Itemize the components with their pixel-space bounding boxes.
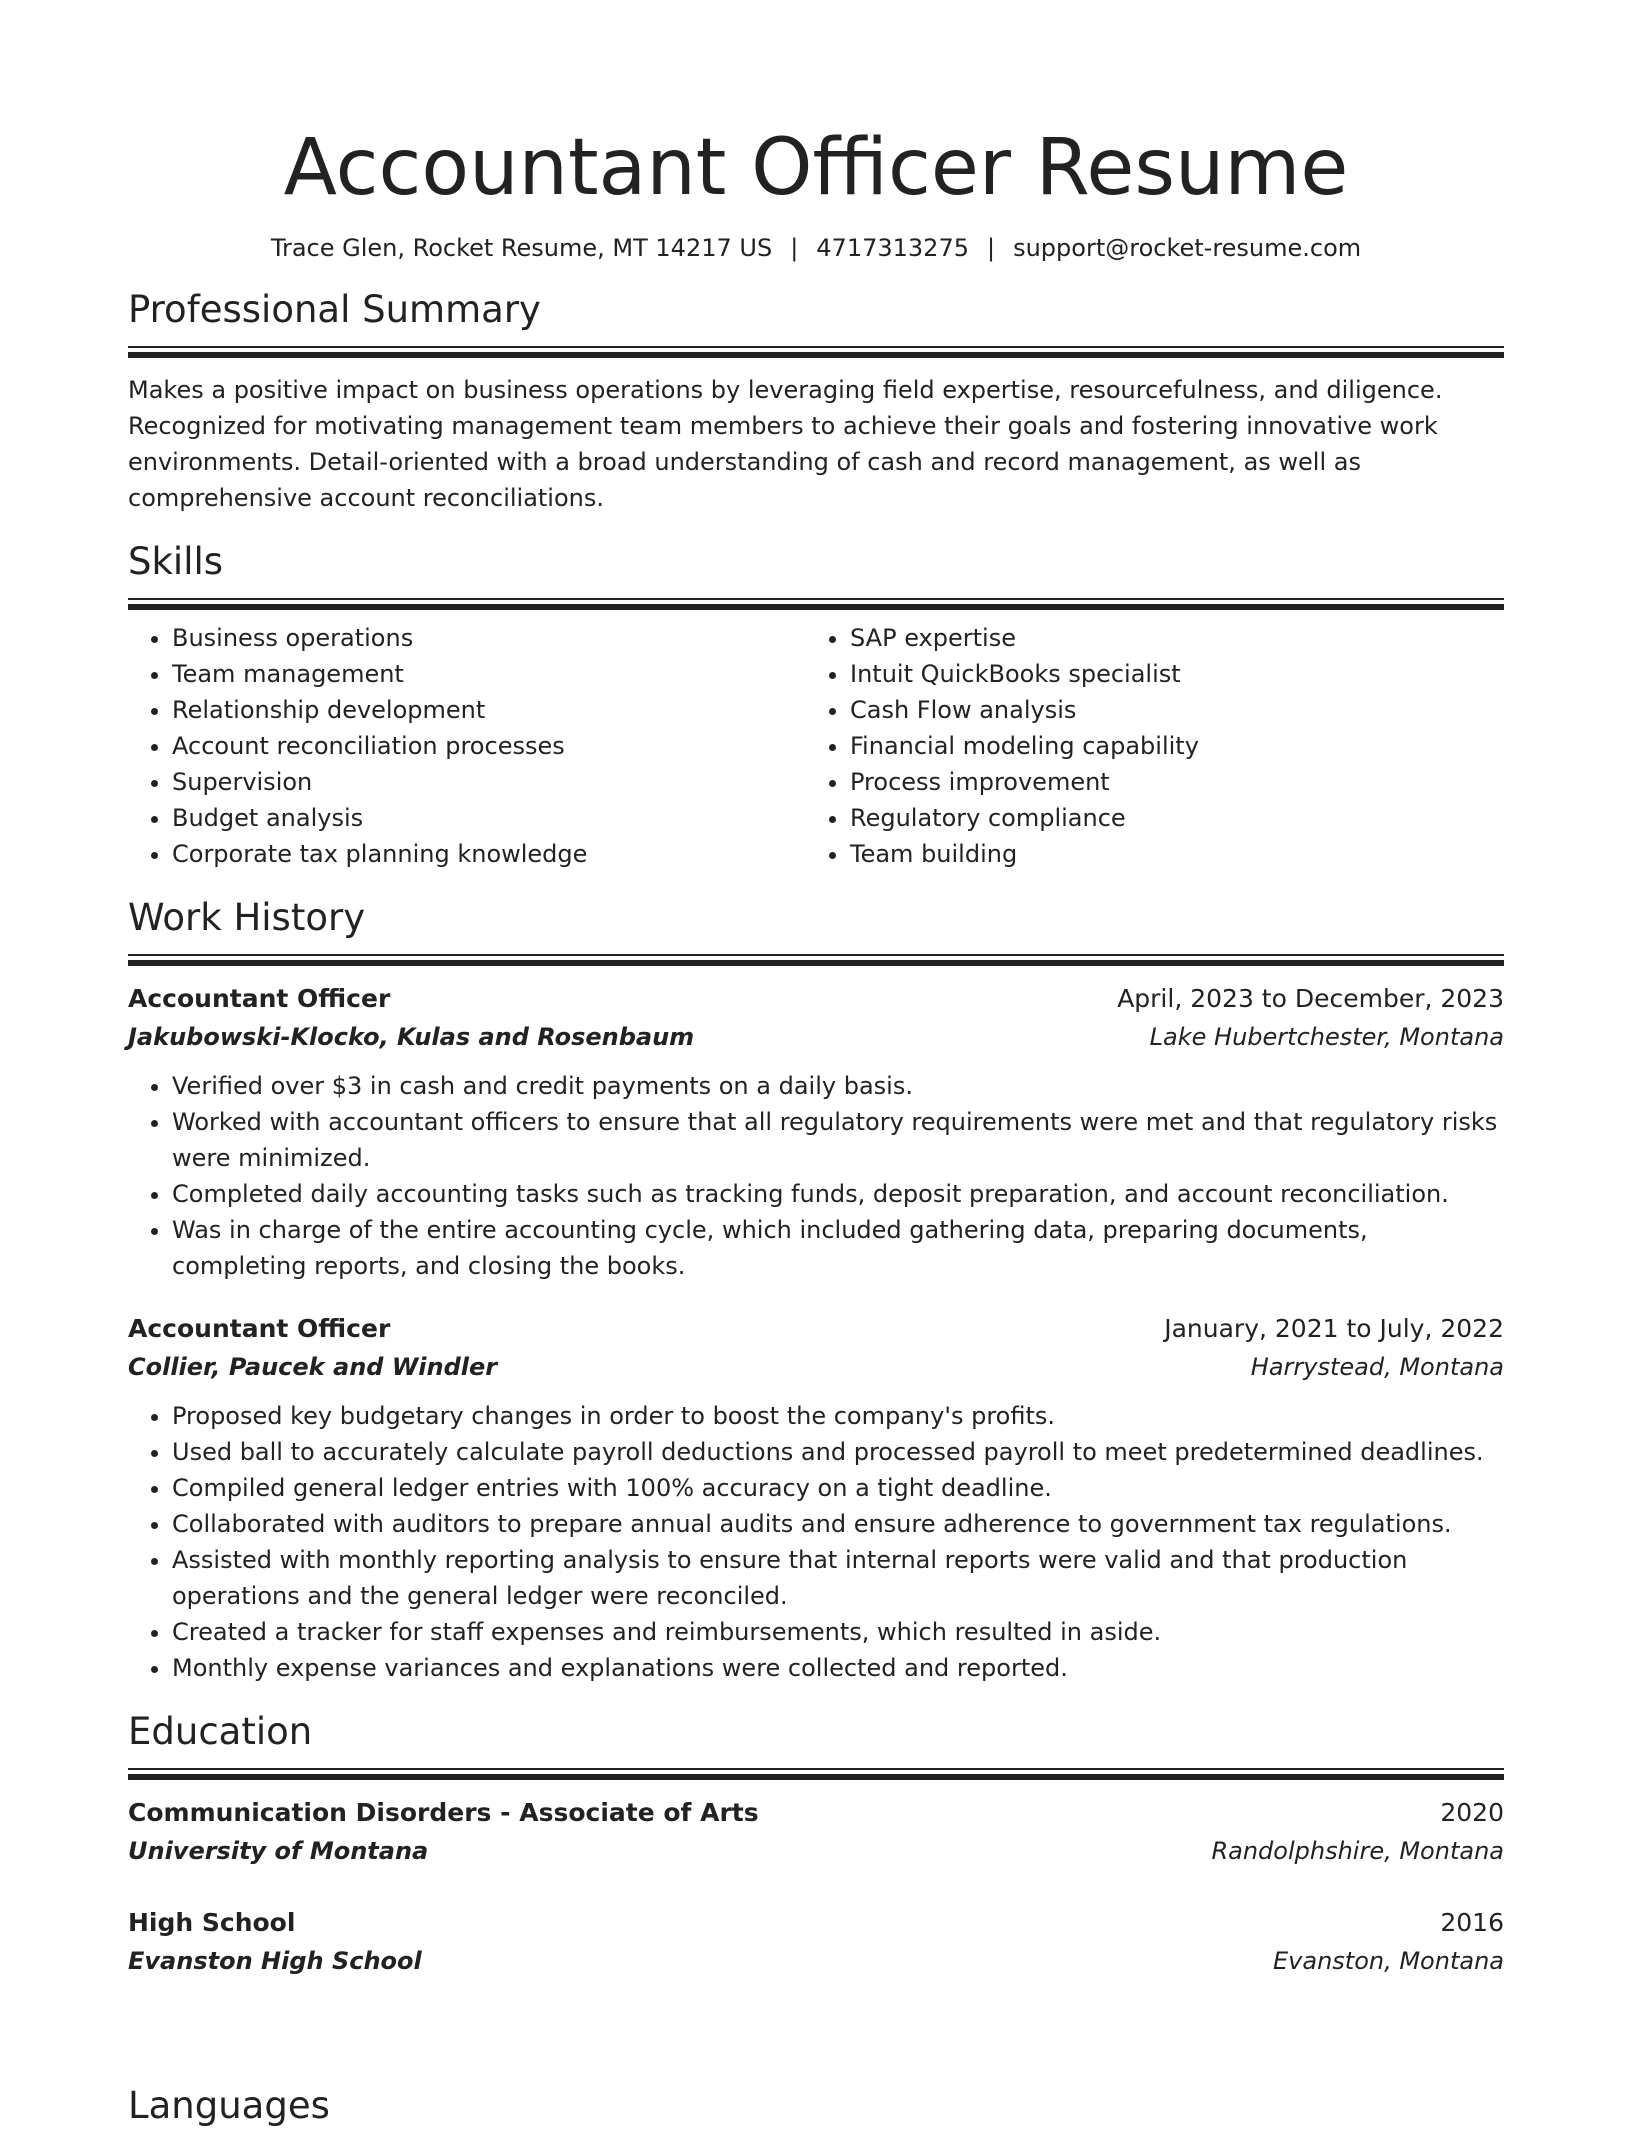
education-entry [128,1794,1504,1870]
education-year: 2016 [1440,1908,1504,1937]
work-history-section [128,892,1504,1686]
job-bullet: • Completed daily accounting tasks such as tracking funds, deposit preparation, and account reconciliation. [172,1176,1504,1212]
job-title: Accountant Officer [128,1314,391,1343]
resume-title: Accountant Officer Resume [283,123,1349,213]
education-degree: Communication Disorders - Associate of Arts [128,1798,759,1827]
skill-item: • SAP expertise [850,620,1484,656]
resume-page [128,0,1504,1980]
section-title-summary: Professional Summary [128,288,541,331]
job-bullet: • Used ball to accurately calculate payroll deductions and processed payroll to meet predetermined deadlines. [172,1434,1504,1470]
skill-item: • Process improvement [850,764,1484,800]
skills-section [128,536,1504,872]
education-degree: High School [128,1908,296,1937]
section-title-skills: Skills [128,540,224,583]
skills-columns [128,620,1504,872]
education-school: Evanston High School [128,1947,422,1975]
job-company: Collier, Paucek and Windler [128,1353,498,1381]
section-title-languages: Languages [128,2084,330,2127]
job-bullet: • Compiled general ledger entries with 100% accuracy on a tight deadline. [172,1470,1504,1506]
section-title-work-history: Work History [128,896,366,939]
job-dates: April, 2023 to December, 2023 [1117,984,1504,1013]
contact-email: support@rocket-resume.com [1013,234,1362,262]
job-bullet: • Created a tracker for staff expenses and reimbursements, which resulted in aside. [172,1614,1504,1650]
summary-section [128,284,1504,516]
education-year: 2020 [1440,1798,1504,1827]
skill-item: • Business operations [172,620,806,656]
job-bullet: • Proposed key budgetary changes in order to boost the company's profits. [172,1398,1504,1434]
job-bullet: • Collaborated with auditors to prepare annual audits and ensure adherence to government tax regulations. [172,1506,1504,1542]
skill-item: • Team management [172,656,806,692]
skill-item: • Team building [850,836,1484,872]
job-location: Harrystead, Montana [1250,1353,1504,1381]
job-bullet: • Worked with accountant officers to ensure that all regulatory requirements were met and that regulatory risks were minimized. [172,1104,1504,1176]
skills-list-left [128,620,806,872]
job-title: Accountant Officer [128,984,391,1013]
contact-line [128,232,1504,264]
section-divider [128,346,1504,358]
section-divider [128,954,1504,966]
job-bullet: • Monthly expense variances and explanations were collected and reported. [172,1650,1504,1686]
education-entry [128,1904,1504,1980]
skills-list-right [806,620,1484,872]
summary-text: Makes a positive impact on business operations by leveraging field expertise, resourcefulness, and diligence. Recognized for motivating management team members to achieve their goals and fostering innovative work environments. Detail-oriented with a broad understanding of cash and record management, as well as comprehensive account reconciliations. [128,376,1443,512]
education-location: Evanston, Montana [1273,1947,1504,1975]
skill-item: • Relationship development [172,692,806,728]
job-location: Lake Hubertchester, Montana [1149,1023,1504,1051]
job-bullet: • Was in charge of the entire accounting cycle, which included gathering data, preparing documents, completing reports, and closing the books. [172,1212,1504,1284]
job-bullets [128,1068,1504,1284]
skill-item: • Account reconciliation processes [172,728,806,764]
skill-item: • Regulatory compliance [850,800,1484,836]
section-divider [128,1768,1504,1780]
education-section [128,1706,1504,1980]
contact-separator: | [986,234,996,262]
contact-phone: 4717313275 [816,234,969,262]
skill-item: • Intuit QuickBooks specialist [850,656,1484,692]
section-divider [128,598,1504,610]
job-company: Jakubowski-Klocko, Kulas and Rosenbaum [128,1023,695,1051]
skill-item: • Corporate tax planning knowledge [172,836,806,872]
job-dates: January, 2021 to July, 2022 [1164,1314,1504,1343]
contact-separator: | [790,234,799,262]
skill-item: • Budget analysis [172,800,806,836]
job-bullet: • Verified over $3 in cash and credit payments on a daily basis. [172,1068,1504,1104]
education-location: Randolphshire, Montana [1211,1837,1504,1865]
education-school: University of Montana [128,1837,429,1865]
skill-item: • Supervision [172,764,806,800]
section-title-education: Education [128,1710,313,1753]
contact-address: Trace Glen, Rocket Resume, MT 14217 US [270,234,773,262]
job-bullets [128,1398,1504,1686]
job-entry [128,1310,1504,1686]
job-entry [128,980,1504,1284]
job-bullet: • Assisted with monthly reporting analysis to ensure that internal reports were valid and that production operations and the general ledger were reconciled. [172,1542,1504,1614]
skill-item: • Cash Flow analysis [850,692,1484,728]
skill-item: • Financial modeling capability [850,728,1484,764]
